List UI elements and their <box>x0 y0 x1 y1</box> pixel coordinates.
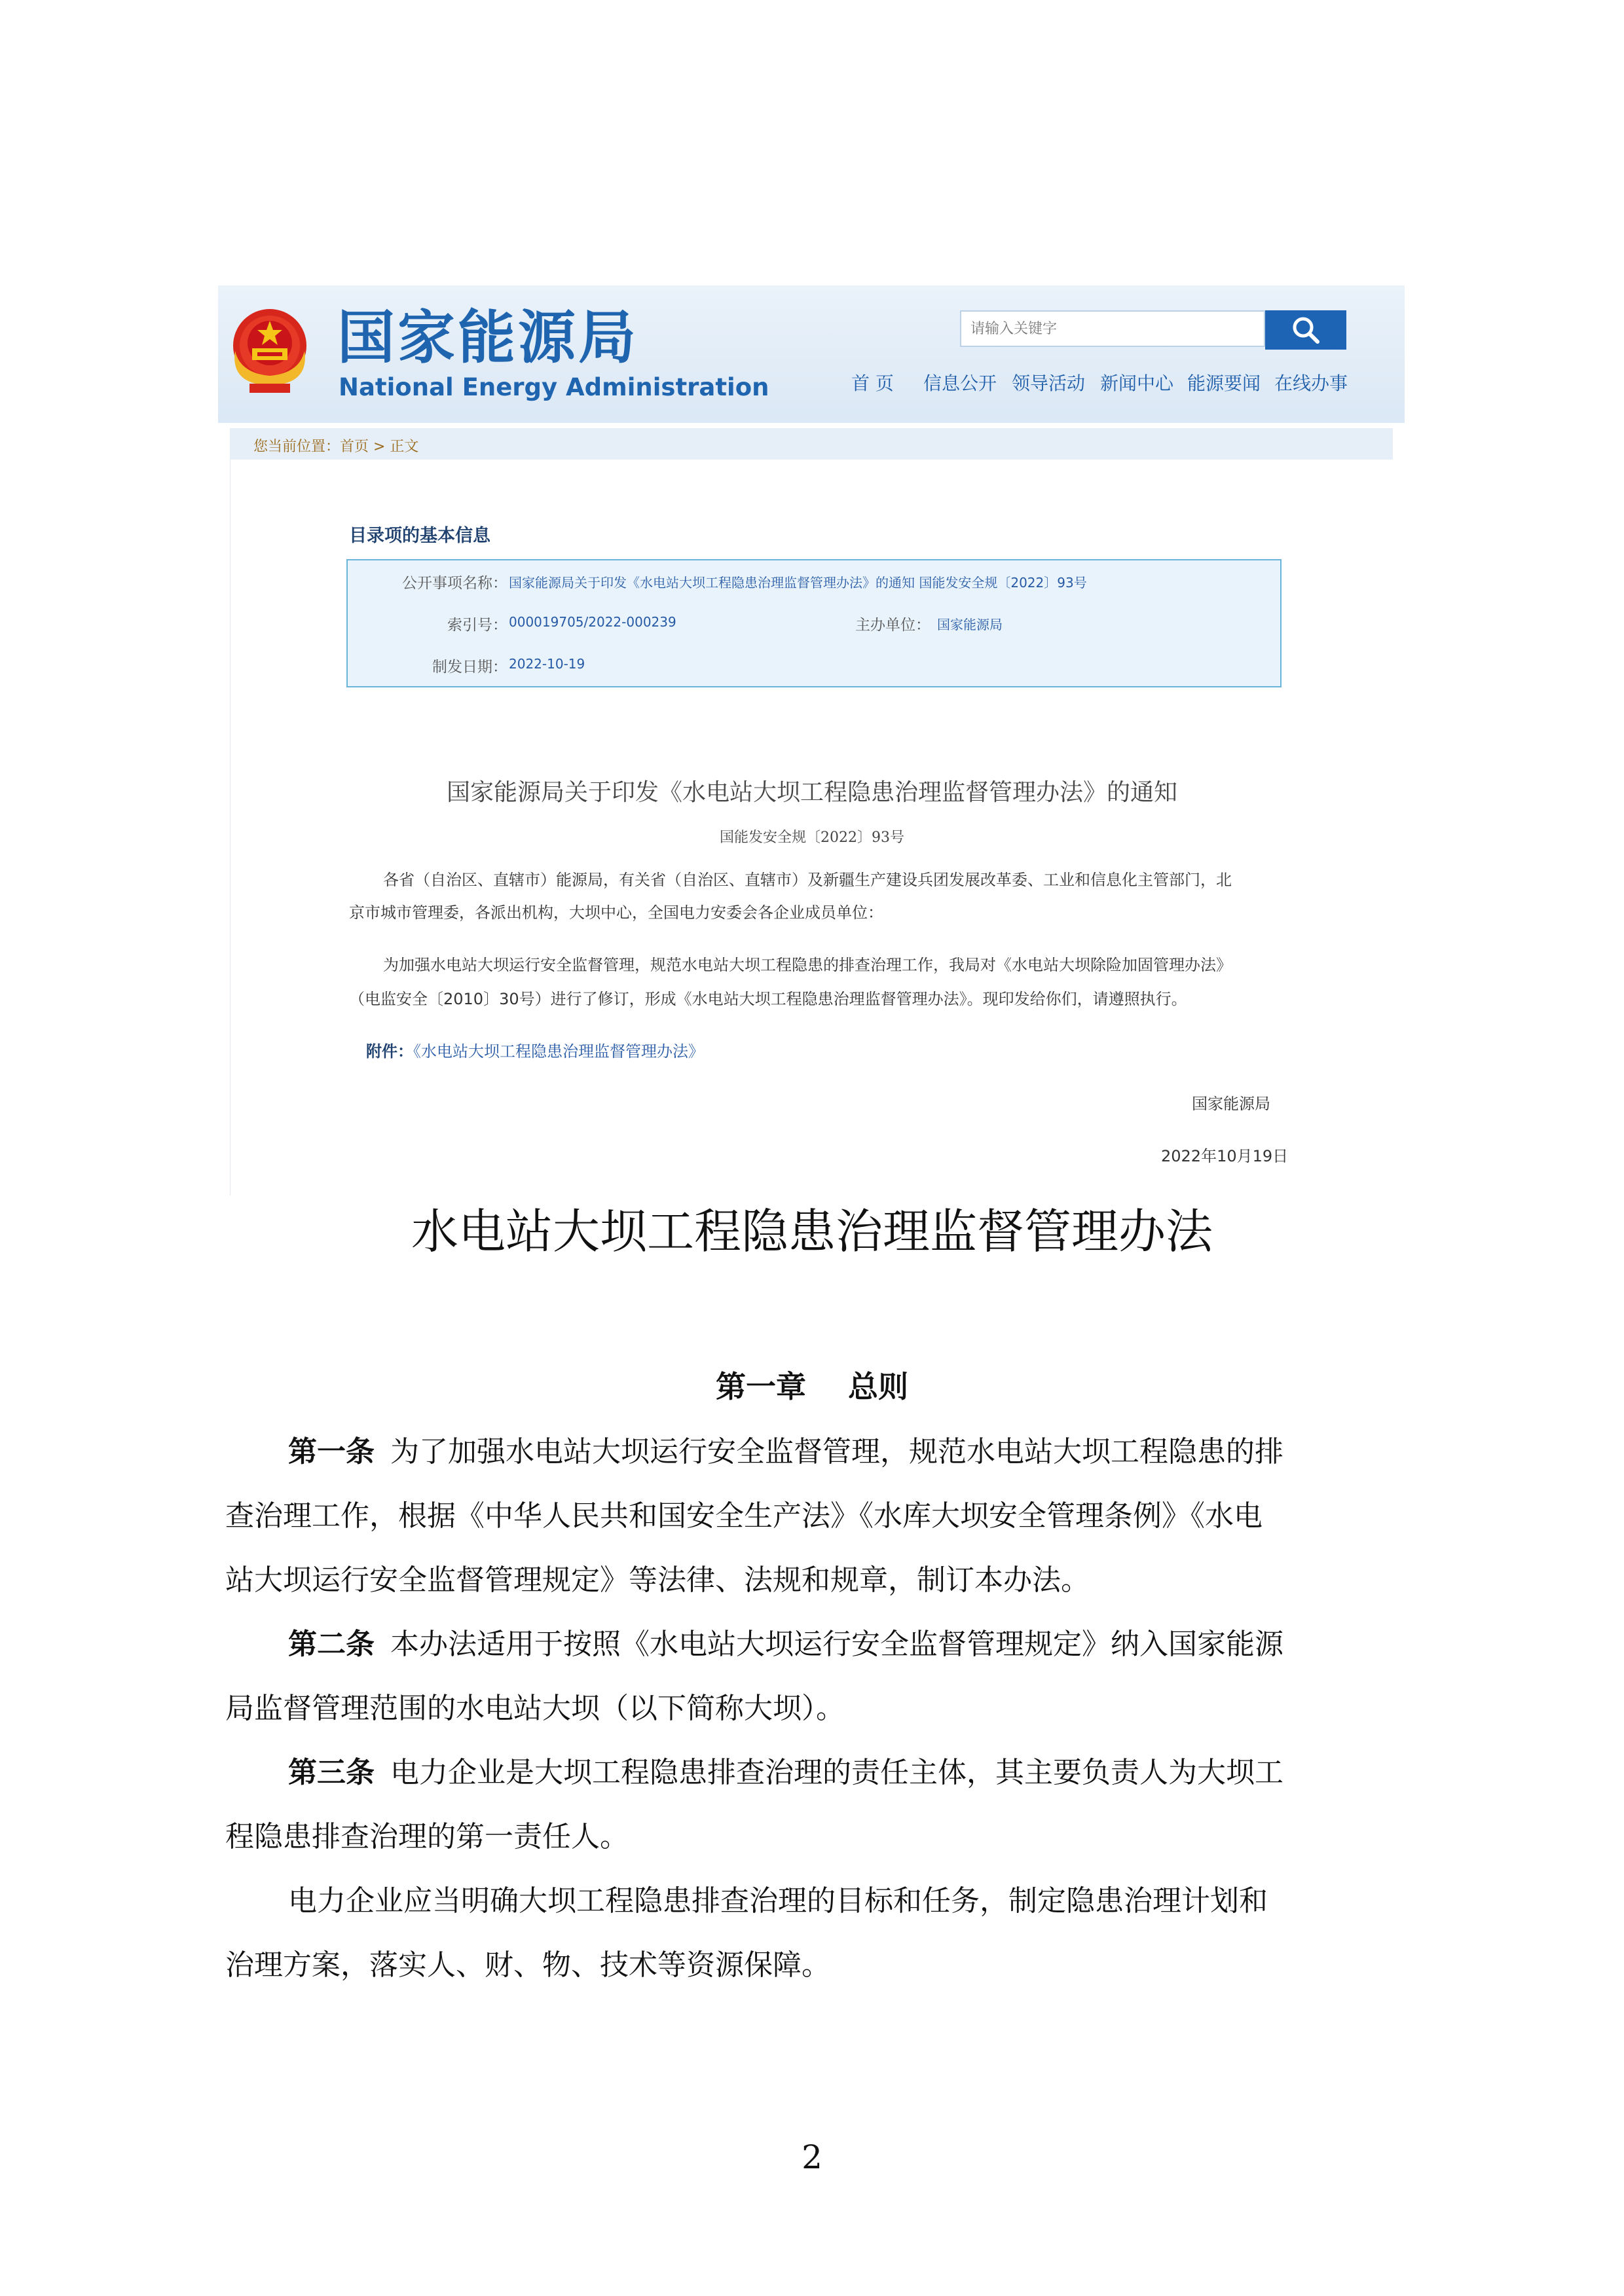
article-1-text-1: 为了加强水电站大坝运行安全监督管理，规范水电站大坝工程隐患的排 <box>390 1435 1283 1468</box>
nav-news[interactable]: 新闻中心 <box>1100 373 1174 394</box>
article-3-text-1: 电力企业是大坝工程隐患排查治理的责任主体，其主要负责人为大坝工 <box>390 1756 1283 1789</box>
site-header <box>218 285 1405 423</box>
breadcrumb-bar <box>230 428 1393 460</box>
date-label: 制发日期： <box>432 659 507 676</box>
search-icon <box>1290 314 1321 346</box>
nav-energy-news[interactable]: 能源要闻 <box>1187 373 1261 394</box>
notice-doc-number: 国能发安全规〔2022〕93号 <box>720 829 904 846</box>
attachment-row <box>366 1038 704 1061</box>
notice-recipients-line2: 京市城市管理委，各派出机构，大坝中心，全国电力安委会各企业成员单位： <box>349 903 883 922</box>
public-item-label: 公开事项名称： <box>402 575 507 592</box>
article-3-line-2: 程隐患排查治理的第一责任人。 <box>225 1820 629 1853</box>
paragraph-4-line-2: 治理方案，落实人、财、物、技术等资源保障。 <box>225 1948 830 1982</box>
article-1-label: 第一条 <box>288 1435 375 1468</box>
nav-leadership[interactable]: 领导活动 <box>1012 373 1086 394</box>
index-value: 000019705/2022-000239 <box>509 614 676 630</box>
document-title: 水电站大坝工程隐患治理监督管理办法 <box>411 1204 1213 1259</box>
nav-online-service[interactable]: 在线办事 <box>1274 373 1348 394</box>
notice-body-line1: 为加强水电站大坝运行安全监督管理，规范水电站大坝工程隐患的排查治理工作，我局对《水电站大坝除险加固管理办法》 <box>383 956 1232 974</box>
article-2-line-1 <box>288 1626 1467 1663</box>
org-label: 主办单位： <box>855 617 931 634</box>
article-1-line-2: 查治理工作，根据《中华人民共和国安全生产法》《水库大坝安全管理条例》《水电 <box>225 1499 1263 1533</box>
attachment-label: 附件： <box>366 1042 413 1061</box>
site-title[interactable]: 国家能源局 <box>337 304 639 371</box>
paragraph-4-line-1: 电力企业应当明确大坝工程隐患排查治理的目标和任务，制定隐患治理计划和 <box>288 1884 1268 1918</box>
page-number: 2 <box>802 2138 822 2176</box>
date-value: 2022-10-19 <box>509 656 585 672</box>
search-input[interactable]: 请输入关键字 <box>960 310 1265 347</box>
article-3-label: 第三条 <box>288 1756 375 1789</box>
article-content <box>230 460 1393 1195</box>
chapter-title: 第一章 总则 <box>715 1369 909 1404</box>
meta-heading: 目录项的基本信息 <box>349 526 490 546</box>
nav-home[interactable]: 首 页 <box>851 373 894 394</box>
search-button[interactable] <box>1265 310 1346 350</box>
notice-date: 2022年10月19日 <box>1161 1147 1289 1165</box>
notice-recipients-line1: 各省（自治区、直辖市）能源局，有关省（自治区、直辖市）及新疆生产建设兵团发展改革委、工业和信息化主管部门，北 <box>383 871 1232 889</box>
site-subtitle: National Energy Administration <box>339 373 769 401</box>
index-label: 索引号： <box>447 617 507 634</box>
public-item-value: 国家能源局关于印发《水电站大坝工程隐患治理监督管理办法》的通知 国能发安全规〔2022〕93号 <box>509 575 1087 591</box>
meta-info-box <box>346 559 1282 687</box>
notice-signature: 国家能源局 <box>1192 1095 1270 1113</box>
main-nav <box>851 372 1375 398</box>
notice-body-line2: （电监安全〔2010〕30号）进行了修订，形成《水电站大坝工程隐患治理监督管理办法》。现印发给你们，请遵照执行。 <box>349 990 1187 1008</box>
article-2-label: 第二条 <box>288 1628 375 1661</box>
breadcrumb[interactable]: 您当前位置：首页 > 正文 <box>253 439 419 455</box>
website-screenshot <box>218 285 1405 1195</box>
article-2-line-2: 局监督管理范围的水电站大坝（以下简称大坝）。 <box>225 1692 845 1725</box>
article-1-line-1 <box>288 1434 1467 1470</box>
notice-title: 国家能源局关于印发《水电站大坝工程隐患治理监督管理办法》的通知 <box>446 779 1177 806</box>
org-value: 国家能源局 <box>937 617 1003 632</box>
national-emblem-icon <box>226 305 314 398</box>
article-3-line-1 <box>288 1755 1467 1791</box>
attachment-link[interactable]: 《水电站大坝工程隐患治理监督管理办法》 <box>413 1042 704 1061</box>
article-2-text-1: 本办法适用于按照《水电站大坝运行安全监督管理规定》纳入国家能源 <box>390 1628 1283 1661</box>
nav-info-public[interactable]: 信息公开 <box>923 373 997 394</box>
article-1-line-3: 站大坝运行安全监督管理规定》等法律、法规和规章，制订本办法。 <box>225 1563 1090 1597</box>
